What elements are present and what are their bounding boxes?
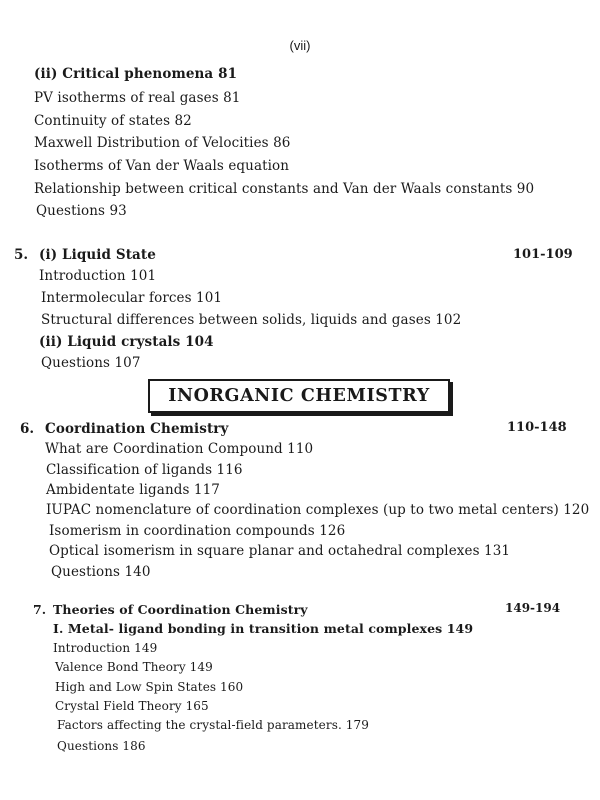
toc-entry: What are Coordination Compound 110 bbox=[45, 441, 314, 457]
chapter-5-pages: 101-109 bbox=[513, 247, 573, 262]
toc-entry-questions: Questions 140 bbox=[51, 564, 151, 580]
toc-entry: Relationship between critical constants and Van der Waals constants 90 bbox=[34, 181, 535, 197]
toc-entry: Classification of ligands 116 bbox=[46, 462, 243, 478]
critical-phenomena-heading: (ii) Critical phenomena 81 bbox=[34, 66, 238, 82]
toc-entry: Ambidentate ligands 117 bbox=[46, 482, 220, 498]
toc-entry: PV isotherms of real gases 81 bbox=[34, 90, 241, 106]
toc-entry: Intermolecular forces 101 bbox=[41, 290, 223, 306]
toc-entry: Introduction 149 bbox=[53, 641, 158, 655]
toc-entry: Optical isomerism in square planar and octahedral complexes 131 bbox=[49, 543, 511, 559]
toc-entry: Isotherms of Van der Waals equation bbox=[34, 158, 290, 174]
toc-entry: Valence Bond Theory 149 bbox=[55, 660, 213, 674]
chapter-7-number: 7. bbox=[33, 602, 47, 617]
toc-entry: Crystal Field Theory 165 bbox=[55, 699, 209, 713]
liquid-crystals-heading: (ii) Liquid crystals 104 bbox=[39, 334, 214, 350]
page-number: (vii) bbox=[289, 38, 311, 53]
chapter-6-number: 6. bbox=[20, 421, 35, 437]
section-banner: INORGANIC CHEMISTRY bbox=[148, 379, 450, 413]
toc-entry: Structural differences between solids, liquids and gases 102 bbox=[41, 312, 462, 328]
toc-entry-questions: Questions 107 bbox=[41, 355, 141, 371]
toc-entry: High and Low Spin States 160 bbox=[55, 680, 244, 694]
toc-entry-questions: Questions 93 bbox=[36, 203, 127, 219]
toc-entry: Introduction 101 bbox=[39, 268, 157, 284]
toc-entry: Factors affecting the crystal-field parameters. 179 bbox=[57, 718, 369, 732]
toc-entry: Continuity of states 82 bbox=[34, 113, 192, 129]
chapter-7-pages: 149-194 bbox=[505, 601, 561, 615]
chapter-6-title: Coordination Chemistry bbox=[45, 421, 229, 437]
toc-entry: IUPAC nomenclature of coordination complexes (up to two metal centers) 120 bbox=[46, 502, 590, 518]
chapter-7-title: Theories of Coordination Chemistry bbox=[53, 602, 308, 617]
chapter-5-title: (i) Liquid State bbox=[39, 247, 156, 263]
chapter-7-subheading: I. Metal- ligand bonding in transition metal complexes 149 bbox=[53, 621, 474, 636]
chapter-5-number: 5. bbox=[14, 247, 29, 263]
toc-entry: Isomerism in coordination compounds 126 bbox=[49, 523, 346, 539]
chapter-6-pages: 110-148 bbox=[507, 420, 567, 435]
toc-entry: Maxwell Distribution of Velocities 86 bbox=[34, 135, 291, 151]
toc-entry-questions: Questions 186 bbox=[57, 739, 146, 753]
